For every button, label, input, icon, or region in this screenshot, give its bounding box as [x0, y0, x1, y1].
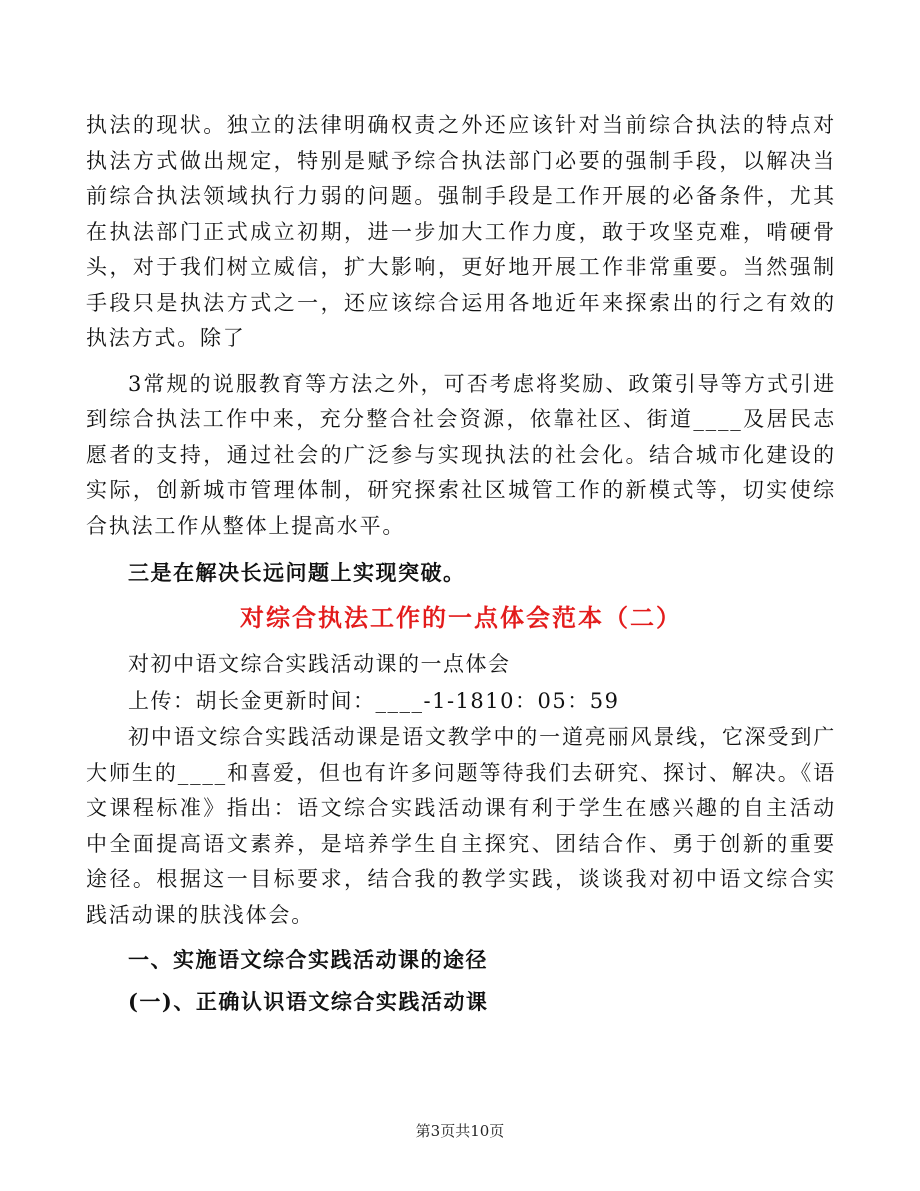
intro-paragraph: 初中语文综合实践活动课是语文教学中的一道亮丽风景线，它深受到广大师生的____和喜爱，但也有许多问题等待我们去研究、探讨、解决。《语文课程标准》指出：语文综合实践活动课有利于学生在感兴趣的自主活动中全面提高语文素养，是培养学生自主探究、团结合作、勇于创新的重要途径。根据这一目标要求，结合我的教学实践，谈谈我对初中语文综合实践活动课的肤浅体会。 — [86, 725, 836, 927]
paragraph-methods: 3常规的说服教育等方法之外，可否考虑将奖励、政策引导等方式引进到综合执法工作中来，充分整合社会资源，依靠社区、街道____及居民志愿者的支持，通过社会的广泛参与实现执法的社会化。结合城市化建设的实际，创新城市管理体制，研究探索社区城管工作的新模式等，切实使综合执法工作从整体上提高水平。 — [86, 371, 836, 538]
article-subtitle: 对初中语文综合实践活动课的一点体会 — [128, 652, 511, 676]
document-title: 对综合执法工作的一点体会范本（二） — [240, 603, 682, 632]
point-three-heading: 三是在解决长远问题上实现突破。 — [128, 560, 466, 585]
upload-info: 上传：胡长金更新时间：____-1-1810：05：59 — [128, 689, 620, 713]
document-content — [86, 108, 836, 1021]
subsection-heading: (一)、正确认识语文综合实践活动课 — [128, 989, 489, 1014]
section-heading: 一、实施语文综合实践活动课的途径 — [128, 947, 488, 972]
page-number-footer: 第3页共10页 — [415, 1122, 505, 1140]
paragraph-continued: 执法的现状。独立的法律明确权责之外还应该针对当前综合执法的特点对执法方式做出规定，特别是赋予综合执法部门必要的强制手段，以解决当前综合执法领域执行力弱的问题。强制手段是工作开展的必备条件，尤其在执法部门正式成立初期，进一步加大工作力度，敢于攻坚克难，啃硬骨头，对于我们树立威信，扩大影响，更好地开展工作非常重要。当然强制手段只是执法方式之一，还应该综合运用各地近年来探索出的行之有效的执法方式。除了 — [86, 113, 836, 350]
